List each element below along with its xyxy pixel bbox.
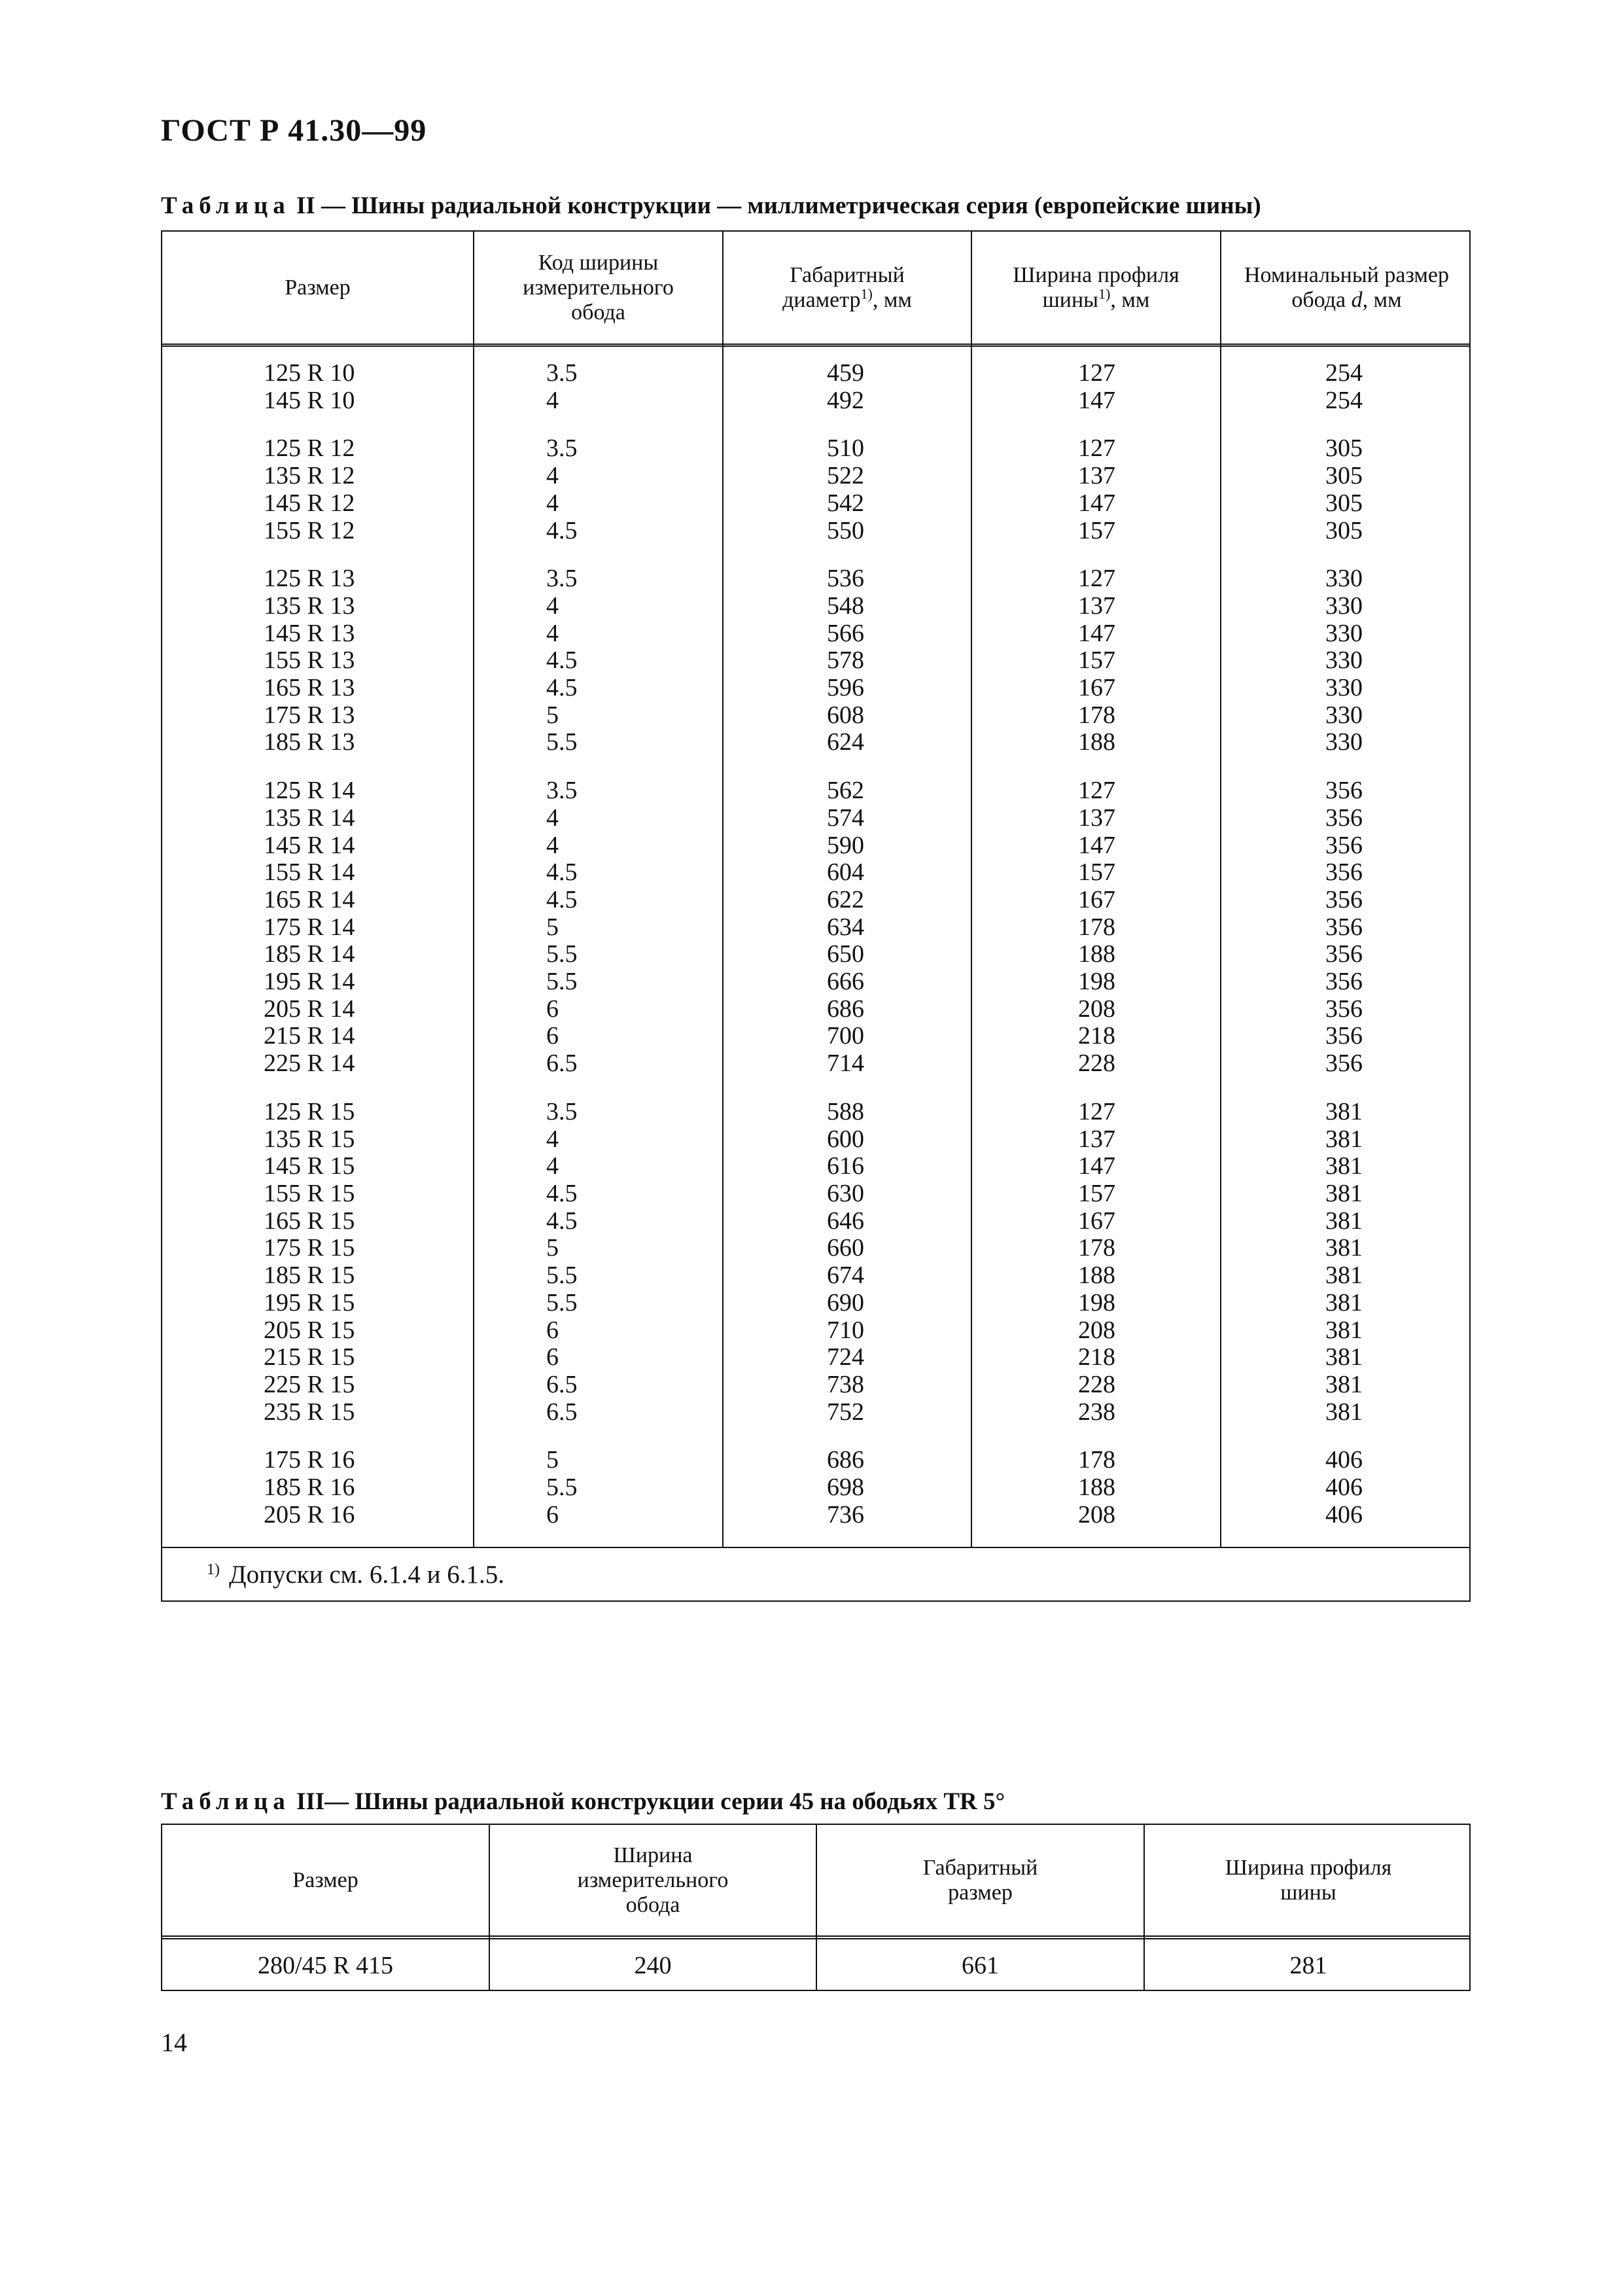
table-cell: 4.5: [546, 674, 578, 702]
table-cell: 218: [1078, 1022, 1115, 1050]
table-cell: 700: [827, 1022, 864, 1050]
table-cell: 235 R 15: [264, 1398, 355, 1426]
table-cell: 195 R 15: [264, 1288, 355, 1316]
document-code: ГОСТ Р 41.30—99: [161, 113, 427, 148]
table-cell: 195 R 14: [264, 968, 355, 996]
table-cell: 155 R 12: [264, 516, 355, 544]
table-cell: 205 R 14: [264, 995, 355, 1023]
table-cell: 145 R 14: [264, 831, 355, 859]
table3-caption-label: Таблица: [161, 1788, 290, 1815]
table-cell: 185 R 14: [264, 940, 355, 968]
table-cell: 305: [1325, 489, 1363, 517]
table-cell: 4: [546, 1152, 559, 1180]
table-cell: 5: [546, 1234, 559, 1262]
table-cell: 381: [1325, 1398, 1363, 1426]
column-size: [264, 360, 355, 1528]
table-cell: 127: [1078, 359, 1115, 387]
table-cell: 714: [827, 1050, 864, 1078]
table-cell: 135 R 13: [264, 592, 355, 620]
table-cell: 566: [827, 619, 864, 647]
table-cell: 548: [827, 592, 864, 620]
table-cell: 330: [1325, 701, 1363, 729]
table-cell: 165 R 14: [264, 885, 355, 913]
table-cell: 155 R 15: [264, 1179, 355, 1207]
table-cell: 6: [546, 995, 559, 1023]
table-cell: 330: [1325, 728, 1363, 756]
table-cell: 205 R 16: [264, 1500, 355, 1528]
table-cell: 4.5: [546, 858, 578, 887]
table-cell: 175 R 13: [264, 701, 355, 729]
table-cell: 167: [1078, 885, 1115, 913]
table-cell: 305: [1325, 516, 1363, 544]
table-cell: 238: [1078, 1398, 1115, 1426]
table-cell: 155 R 14: [264, 858, 355, 887]
table-cell: 178: [1078, 913, 1115, 941]
table-cell: 356: [1325, 804, 1363, 832]
table2-caption: [161, 192, 1261, 220]
column-diameter: [827, 360, 864, 1528]
table-cell: 624: [827, 728, 864, 756]
table-cell: 608: [827, 701, 864, 729]
table-cell: 3.5: [546, 1097, 578, 1125]
column-profile-width: [1078, 360, 1115, 1528]
table-cell: 6: [546, 1316, 559, 1344]
table-cell: 188: [1078, 728, 1115, 756]
table-cell: 225 R 15: [264, 1370, 355, 1398]
table-cell: 254: [1325, 386, 1363, 414]
table-cell: 5.5: [546, 940, 578, 968]
table-cell: 147: [1078, 489, 1115, 517]
table-cell: 634: [827, 913, 864, 941]
table-cell: 738: [827, 1370, 864, 1398]
table-cell: 147: [1078, 619, 1115, 647]
table-cell: 4.5: [546, 646, 578, 675]
table-cell: 137: [1078, 804, 1115, 832]
table-cell: 4.5: [546, 1207, 578, 1235]
table-cell: 215 R 15: [264, 1343, 355, 1371]
table-cell: 4: [546, 831, 559, 859]
table-cell: 686: [827, 1446, 864, 1474]
table-cell: 127: [1078, 777, 1115, 805]
t3-header-size: Размер: [292, 1867, 358, 1892]
table-cell: 4.5: [546, 1179, 578, 1207]
table-cell: 356: [1325, 885, 1363, 913]
table-cell: 305: [1325, 434, 1363, 463]
table-cell: 125 R 13: [264, 565, 355, 593]
t3-header-overall: Габаритный размер: [922, 1855, 1038, 1905]
table-cell: 6.5: [546, 1398, 578, 1426]
table-cell: 406: [1325, 1474, 1363, 1502]
table-cell: 381: [1325, 1288, 1363, 1316]
table3-caption: [161, 1788, 1005, 1816]
table2-footnote: $^{1)}$ Допуски см. 6.1.4 и 6.1.5.: [207, 1561, 504, 1589]
table-cell: 228: [1078, 1370, 1115, 1398]
column-rim-code: [546, 360, 578, 1528]
table-cell: 208: [1078, 995, 1115, 1023]
table-cell: 6: [546, 1343, 559, 1371]
table-cell: 5: [546, 913, 559, 941]
table-cell: 188: [1078, 1262, 1115, 1290]
table-cell: 330: [1325, 565, 1363, 593]
table-cell: 596: [827, 674, 864, 702]
table-cell: 660: [827, 1234, 864, 1262]
table-cell: 167: [1078, 1207, 1115, 1235]
table-cell: 157: [1078, 646, 1115, 675]
table-cell: 175 R 14: [264, 913, 355, 941]
table-cell: 127: [1078, 565, 1115, 593]
t3-cell-rim-width: 240: [634, 1951, 672, 1979]
table-cell: 542: [827, 489, 864, 517]
table-cell: 137: [1078, 592, 1115, 620]
table-cell: 135 R 12: [264, 462, 355, 490]
table-cell: 690: [827, 1288, 864, 1316]
table-cell: 215 R 14: [264, 1022, 355, 1050]
table-cell: 147: [1078, 386, 1115, 414]
header-diameter: Габаритный диаметр$^{1)}$, мм: [782, 262, 912, 312]
table-cell: 356: [1325, 831, 1363, 859]
table3: [161, 1824, 1471, 1991]
table-cell: 165 R 15: [264, 1207, 355, 1235]
table2: [161, 230, 1471, 1602]
table-cell: 155 R 13: [264, 646, 355, 675]
table-cell: 406: [1325, 1500, 1363, 1528]
table-cell: 356: [1325, 995, 1363, 1023]
table-cell: 550: [827, 516, 864, 544]
table-cell: 4: [546, 386, 559, 414]
table-cell: 167: [1078, 674, 1115, 702]
table-cell: 650: [827, 940, 864, 968]
table-cell: 178: [1078, 1446, 1115, 1474]
table-cell: 4: [546, 1125, 559, 1153]
column-rim-size: [1325, 360, 1363, 1528]
table3-caption-text: III— Шины радиальной конструкции серии 45 на ободьях TR 5°: [296, 1788, 1005, 1815]
table-cell: 125 R 14: [264, 777, 355, 805]
table-cell: 178: [1078, 1234, 1115, 1262]
table-cell: 724: [827, 1343, 864, 1371]
table-cell: 157: [1078, 858, 1115, 887]
table-cell: 630: [827, 1179, 864, 1207]
table-cell: 330: [1325, 646, 1363, 675]
table-cell: 145 R 10: [264, 386, 355, 414]
table-cell: 3.5: [546, 434, 578, 463]
table-cell: 5: [546, 701, 559, 729]
header-rim-code: Код ширины измерительного обода: [523, 250, 674, 325]
table-cell: 588: [827, 1097, 864, 1125]
table2-caption-text: II — Шины радиальной конструкции — миллиметрическая серия (европейские шины): [296, 192, 1261, 219]
table-cell: 188: [1078, 1474, 1115, 1502]
table-cell: 185 R 16: [264, 1474, 355, 1502]
table-cell: 305: [1325, 462, 1363, 490]
table-cell: 666: [827, 968, 864, 996]
page-number: 14: [161, 2028, 187, 2057]
table-cell: 522: [827, 462, 864, 490]
table-cell: 6.5: [546, 1370, 578, 1398]
table-cell: 208: [1078, 1316, 1115, 1344]
table-cell: 125 R 10: [264, 359, 355, 387]
table-cell: 381: [1325, 1125, 1363, 1153]
table-cell: 145 R 12: [264, 489, 355, 517]
table-cell: 5: [546, 1446, 559, 1474]
table-cell: 137: [1078, 1125, 1115, 1153]
table-cell: 228: [1078, 1050, 1115, 1078]
table-cell: 578: [827, 646, 864, 675]
table-cell: 205 R 15: [264, 1316, 355, 1344]
header-rim-size: Номинальный размер обода d, мм: [1244, 262, 1450, 312]
table-cell: 686: [827, 995, 864, 1023]
table-cell: 381: [1325, 1370, 1363, 1398]
table2-caption-label: Таблица: [161, 192, 290, 219]
table-cell: 218: [1078, 1343, 1115, 1371]
table-cell: 147: [1078, 831, 1115, 859]
table-cell: 198: [1078, 1288, 1115, 1316]
table-cell: 381: [1325, 1234, 1363, 1262]
table-cell: 574: [827, 804, 864, 832]
table-cell: 752: [827, 1398, 864, 1426]
table-cell: 165 R 13: [264, 674, 355, 702]
table-cell: 5.5: [546, 1474, 578, 1502]
table-cell: 5.5: [546, 968, 578, 996]
table-cell: 381: [1325, 1262, 1363, 1290]
table-cell: 674: [827, 1262, 864, 1290]
t3-cell-profile-width: 281: [1289, 1951, 1327, 1979]
table-cell: 6: [546, 1022, 559, 1050]
table-cell: 4: [546, 462, 559, 490]
table-cell: 145 R 15: [264, 1152, 355, 1180]
table-cell: 6: [546, 1500, 559, 1528]
table-cell: 356: [1325, 777, 1363, 805]
table-cell: 4.5: [546, 885, 578, 913]
table-cell: 6.5: [546, 1050, 578, 1078]
table-cell: 356: [1325, 968, 1363, 996]
table-cell: 198: [1078, 968, 1115, 996]
table-cell: 330: [1325, 674, 1363, 702]
table-cell: 4.5: [546, 516, 578, 544]
table-cell: 381: [1325, 1316, 1363, 1344]
table-cell: 381: [1325, 1179, 1363, 1207]
t3-header-rim-width: Ширина измерительного обода: [577, 1843, 729, 1917]
table-cell: 3.5: [546, 359, 578, 387]
t3-header-profile-width: Ширина профиля шины: [1225, 1855, 1392, 1905]
table-cell: 145 R 13: [264, 619, 355, 647]
table-cell: 381: [1325, 1097, 1363, 1125]
t3-cell-size: 280/45 R 415: [258, 1951, 393, 1979]
table-cell: 562: [827, 777, 864, 805]
table-cell: 135 R 15: [264, 1125, 355, 1153]
table-cell: 536: [827, 565, 864, 593]
table-cell: 381: [1325, 1343, 1363, 1371]
table-cell: 4: [546, 489, 559, 517]
table-cell: 4: [546, 619, 559, 647]
table-cell: 3.5: [546, 565, 578, 593]
table-cell: 178: [1078, 701, 1115, 729]
table-cell: 381: [1325, 1152, 1363, 1180]
table-cell: 356: [1325, 940, 1363, 968]
table-cell: 381: [1325, 1207, 1363, 1235]
table-cell: 157: [1078, 1179, 1115, 1207]
table-cell: 330: [1325, 619, 1363, 647]
table-cell: 175 R 16: [264, 1446, 355, 1474]
table-cell: 254: [1325, 359, 1363, 387]
table-cell: 356: [1325, 858, 1363, 887]
table-cell: 225 R 14: [264, 1050, 355, 1078]
table-cell: 330: [1325, 592, 1363, 620]
table-cell: 5.5: [546, 728, 578, 756]
table-cell: 147: [1078, 1152, 1115, 1180]
table-cell: 356: [1325, 913, 1363, 941]
table-cell: 3.5: [546, 777, 578, 805]
table-cell: 459: [827, 359, 864, 387]
table-cell: 125 R 15: [264, 1097, 355, 1125]
table-cell: 4: [546, 592, 559, 620]
table-cell: 406: [1325, 1446, 1363, 1474]
t3-cell-overall: 661: [962, 1951, 999, 1979]
table-cell: 600: [827, 1125, 864, 1153]
table-cell: 590: [827, 831, 864, 859]
header-profile-width: Ширина профиля шины$^{1)}$, мм: [1013, 262, 1179, 312]
table-cell: 616: [827, 1152, 864, 1180]
table-cell: 710: [827, 1316, 864, 1344]
header-size: Размер: [285, 275, 351, 300]
table-cell: 510: [827, 434, 864, 463]
table-cell: 4: [546, 804, 559, 832]
table-cell: 208: [1078, 1500, 1115, 1528]
table-cell: 157: [1078, 516, 1115, 544]
table-cell: 356: [1325, 1022, 1363, 1050]
table-cell: 736: [827, 1500, 864, 1528]
table-cell: 698: [827, 1474, 864, 1502]
table-cell: 356: [1325, 1050, 1363, 1078]
table-cell: 175 R 15: [264, 1234, 355, 1262]
table-cell: 127: [1078, 434, 1115, 463]
table-cell: 604: [827, 858, 864, 887]
table-cell: 185 R 15: [264, 1262, 355, 1290]
table-cell: 135 R 14: [264, 804, 355, 832]
table-cell: 185 R 13: [264, 728, 355, 756]
table-cell: 5.5: [546, 1288, 578, 1316]
table-cell: 646: [827, 1207, 864, 1235]
table-cell: 622: [827, 885, 864, 913]
table-cell: 492: [827, 386, 864, 414]
table-cell: 137: [1078, 462, 1115, 490]
table-cell: 5.5: [546, 1262, 578, 1290]
table-cell: 127: [1078, 1097, 1115, 1125]
table-cell: 125 R 12: [264, 434, 355, 463]
table-cell: 188: [1078, 940, 1115, 968]
